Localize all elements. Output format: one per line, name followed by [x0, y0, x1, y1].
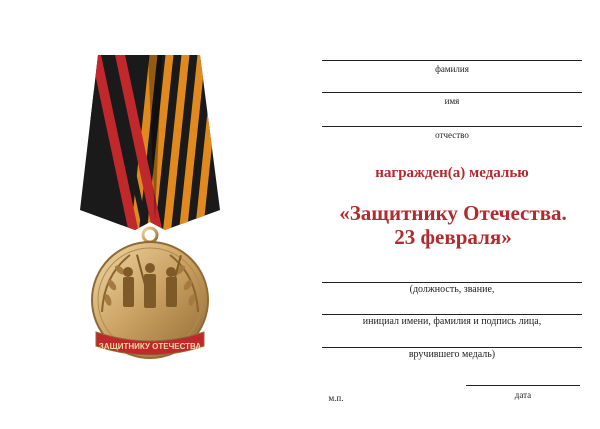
position-caption: (должность, звание, [409, 284, 495, 295]
position-line[interactable] [322, 282, 582, 283]
patronymic-caption: отчество [435, 130, 469, 140]
surname-caption: фамилия [435, 64, 469, 74]
patronymic-line[interactable] [322, 126, 582, 127]
presenter-caption: вручившего медаль) [408, 349, 496, 360]
stamp-caption: м.п. [328, 393, 344, 403]
medal-image [70, 50, 230, 380]
signer-caption: инициал имени, фамилия и подпись лица, [362, 316, 542, 327]
medal-ring [143, 228, 157, 242]
name-caption: имя [444, 96, 460, 106]
ribbon [70, 50, 230, 240]
award-title [310, 201, 596, 249]
name-line[interactable] [322, 92, 582, 93]
date-line[interactable] [466, 385, 580, 386]
award-title-line-2: 23 февраля» [394, 225, 512, 249]
medal-inscription: ЗАЩИТНИКУ ОТЕЧЕСТВА [98, 342, 202, 351]
award-intro: награжден(а) медалью [375, 165, 529, 181]
surname-line[interactable] [322, 60, 582, 61]
award-title-line-1: «Защитнику Отечества. [339, 201, 567, 225]
signer-line[interactable] [322, 314, 582, 315]
presenter-line[interactable] [322, 347, 582, 348]
date-caption: дата [514, 390, 532, 400]
